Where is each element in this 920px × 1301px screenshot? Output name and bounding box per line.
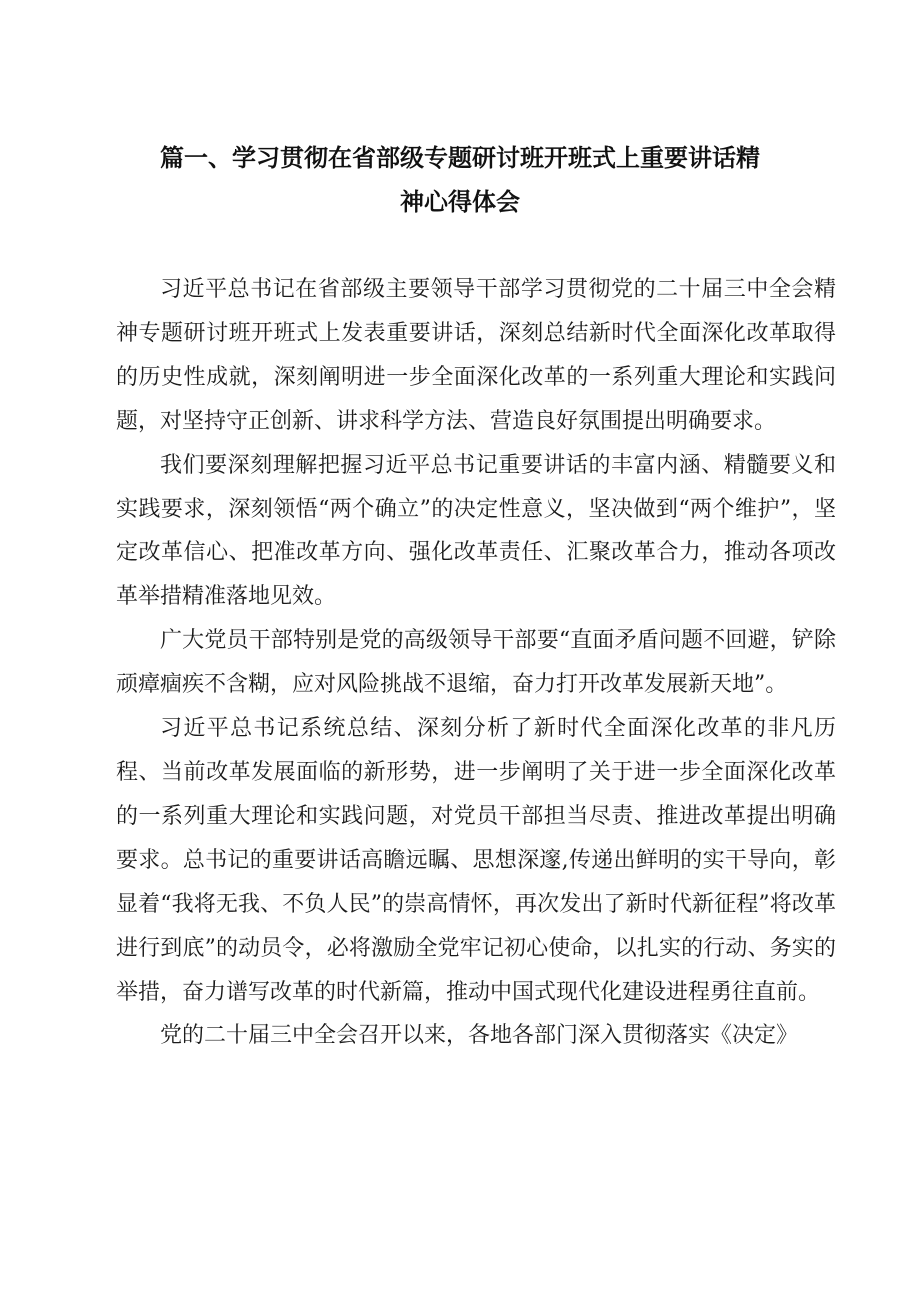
- document-title-line-2: 神心得体会: [400, 188, 520, 216]
- document-title-line-1: 篇一、学习贯彻在省部级专题研讨班开班式上重要讲话精: [160, 144, 760, 172]
- paragraph-4: 习近平总书记系统总结、深刻分析了新时代全面深化改革的非凡历程、当前改革发展面临的新形势，进一步阐明了关于进一步全面深化改革的一系列重大理论和实践问题，对党员干部担当尽责、推进改革提出明确要求。总书记的重要讲话高瞻远瞩、思想深邃,传递出鲜明的实干导向，彰显着“我将无我、不负人民”的崇高情怀，再次发出了新时代新征程”将改革进行到底”的动员令，必将激励全党牢记初心使命，以扎实的行动、务实的举措，奋力谱写改革的时代新篇，推动中国式现代化建设进程勇往直前。: [116, 716, 836, 1005]
- paragraph-3: 广大党员干部特别是党的高级领导干部要“直面矛盾问题不回避，铲除顽瘴痼疾不含糊，应对风险挑战不退缩，奋力打开改革发展新天地”。: [116, 628, 836, 698]
- paragraph-2: 我们要深刻理解把握习近平总书记重要讲话的丰富内涵、精髓要义和实践要求，深刻领悟“两个确立”的决定性意义，坚决做到“两个维护”，坚定改革信心、把准改革方向、强化改革责任、汇聚改革合力，推动各项改革举措精准落地见效。: [116, 452, 836, 610]
- paragraph-1: 习近平总书记在省部级主要领导干部学习贯彻党的二十届三中全会精神专题研讨班开班式上发表重要讲话，深刻总结新时代全面深化改革取得的历史性成就，深刻阐明进一步全面深化改革的一系列重大理论和实践问题，对坚持守正创新、讲求科学方法、营造良好氛围提出明确要求。: [116, 277, 836, 434]
- paragraph-5: 党的二十届三中全会召开以来，各地各部门深入贯彻落实《决定》: [160, 1023, 799, 1049]
- document-body: [116, 268, 836, 1058]
